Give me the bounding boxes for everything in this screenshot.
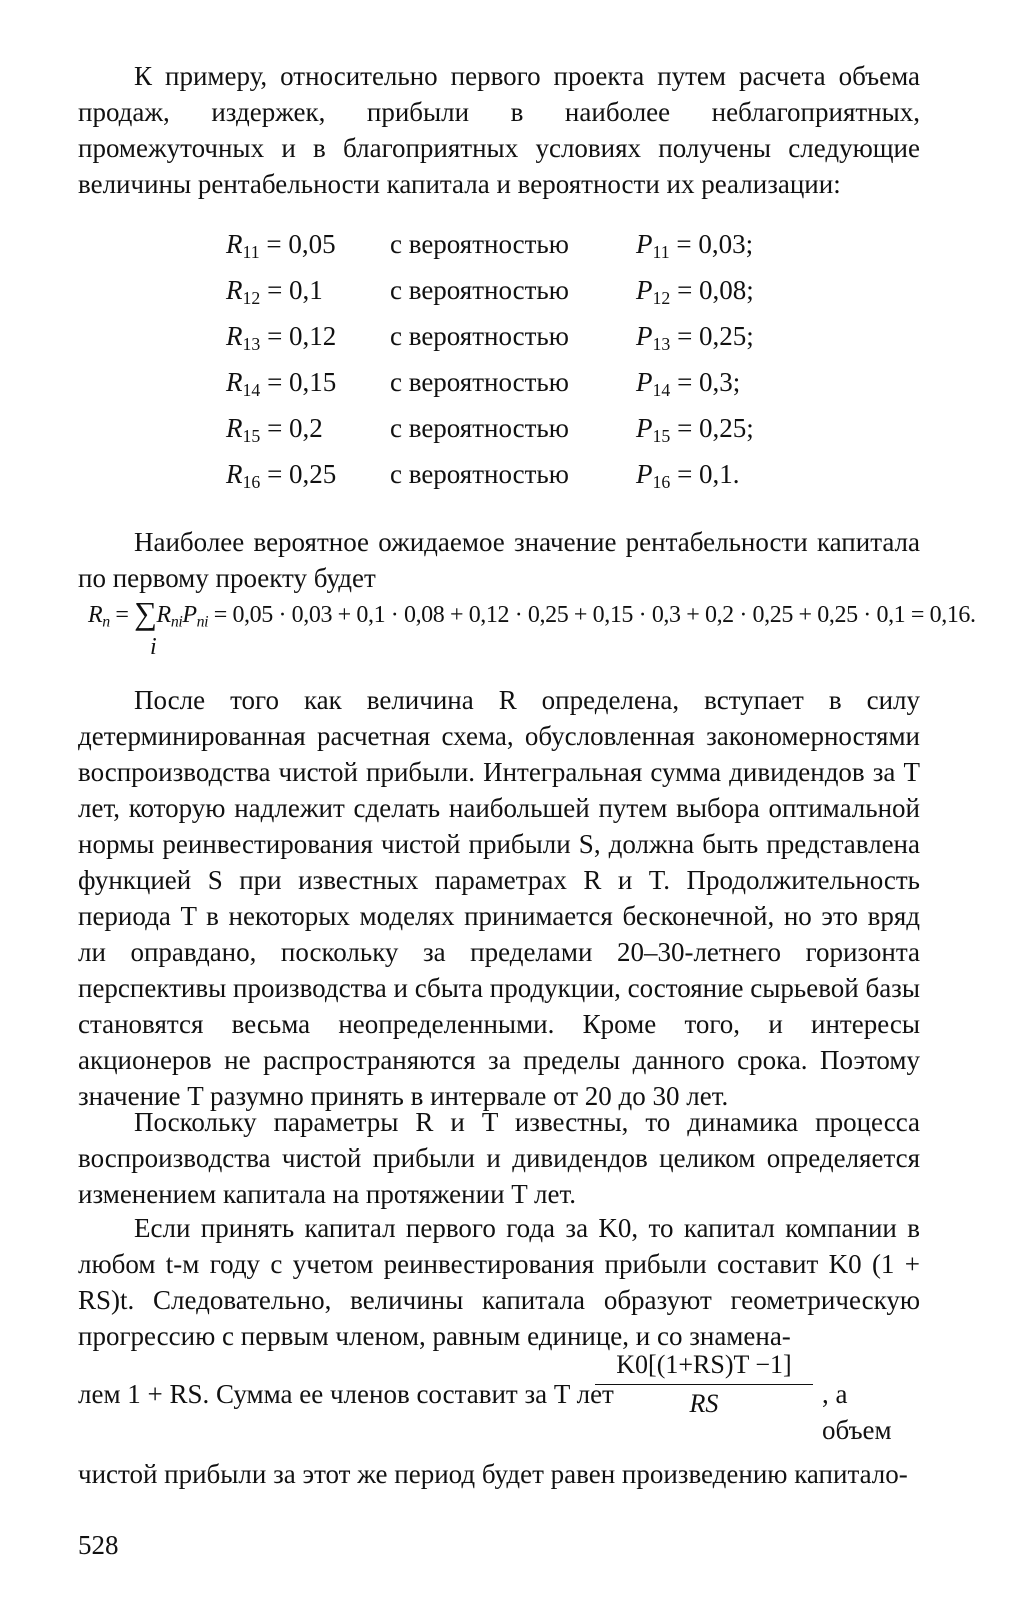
probability-label: с вероятностью bbox=[390, 275, 569, 305]
value-row bbox=[226, 272, 866, 318]
expected-text: Наиболее вероятное ожидаемое значение рентабельности капитала по первому проекту будет bbox=[78, 527, 920, 593]
probability-label: с вероятностью bbox=[390, 229, 569, 259]
r-value: $R_{14} = 0,15$ bbox=[226, 367, 337, 400]
r-value: $R_{13} = 0,12$ bbox=[226, 321, 337, 354]
r-value: $R_{16} = 0,25$ bbox=[226, 459, 337, 492]
p-value: $P_{16} = 0,1$. bbox=[636, 459, 740, 492]
p-value: $P_{11} = 0,03$; bbox=[636, 229, 754, 262]
fraction-line-before: лем 1 + RS. Сумма ее членов составит за T лет bbox=[78, 1379, 614, 1409]
last-line bbox=[78, 1456, 920, 1492]
intro-text: К примеру, относительно первого проекта путем расчета объема продаж, издержек, прибыли в наиболее неблагоприятных, промежуточных и в благоприятных условиях получены следующие величины рентабельности капитала и вероятности их реализации: bbox=[78, 61, 920, 199]
formula-rhs: = 0,05 · 0,03 + 0,1 · 0,08 + 0,12 · 0,25 + 0,15 · 0,3 + 0,2 · 0,25 + 0,25 · 0,1 = 0,16. bbox=[213, 602, 976, 628]
expected-paragraph bbox=[78, 524, 920, 596]
value-row bbox=[226, 410, 866, 456]
p-value: $P_{13} = 0,25$; bbox=[636, 321, 754, 354]
formula-term: R bbox=[156, 602, 171, 628]
formula-term2: P bbox=[182, 602, 197, 628]
expected-value-formula: $R_n = \sum R_{ni}P_{ni} = 0,05 \cdot 0,03 + 0,1 \cdot 0,08 + 0,12 \cdot 0,25 + 0,15 \cdot 0,3 + 0,2 \cdot 0,25 + 0,25 \cdot 0,1 = 0,16$. i bbox=[88, 595, 976, 660]
formula-term-sub: ni bbox=[170, 613, 183, 631]
page-number: 528 bbox=[78, 1530, 119, 1560]
r-value: $R_{15} = 0,2$ bbox=[226, 413, 323, 446]
p-value: $P_{15} = 0,25$; bbox=[636, 413, 754, 446]
fraction-numerator bbox=[593, 1346, 815, 1384]
value-row bbox=[226, 364, 866, 410]
capital-paragraph bbox=[78, 1210, 920, 1354]
sum-index: i bbox=[150, 634, 157, 660]
sum-sign: ∑ bbox=[134, 595, 157, 631]
probability-label: с вероятностью bbox=[390, 367, 569, 397]
values-table bbox=[226, 226, 866, 502]
intro-paragraph bbox=[78, 58, 920, 202]
formula-lhs-sub: n bbox=[102, 613, 110, 631]
formula-lhs: R bbox=[88, 602, 103, 628]
p-value: $P_{12} = 0,08$; bbox=[636, 275, 754, 308]
params-paragraph bbox=[78, 1104, 920, 1212]
fraction-denominator: RS bbox=[689, 1389, 719, 1418]
r-value: $R_{11} = 0,05$ bbox=[226, 229, 336, 262]
sum-fraction bbox=[593, 1346, 815, 1423]
schema-text: После того как величина R определена, вступает в силу детерминированная расчетная схема, обусловленная закономерностями воспроизводства чистой прибыли. Интегральная сумма дивидендов за T лет, которую надлежит сделать наибольшей путем выбора оптимальной нормы реинвестирования чистой прибыли S, должна быть представлена функцией S при известных параметрах R и T. Продолжительность периода T в некоторых моделях принимается бесконечной, но это вряд ли оправдано, поскольку за пределами 20–30-летнего горизонта перспективы производства и сбыта продукции, состояние сырьевой базы становятся весьма неопределенными. Кроме того, и интересы акционеров не распространяются за пределы данного срока. Поэтому значение T разумно принять в интервале от 20 до 30 лет. bbox=[78, 685, 920, 1111]
probability-label: с вероятностью bbox=[390, 413, 569, 443]
capital-text: Если принять капитал первого года за K0, то капитал компании в любом t-м году с учетом реинвестирования прибыли составит K0 (1 + RS)t. Следовательно, величины капитала образуют геометрическую прогрессию с первым членом, равным единице, и со знамена- bbox=[78, 1213, 920, 1351]
schema-paragraph bbox=[78, 682, 920, 1114]
value-row bbox=[226, 318, 866, 364]
value-row bbox=[226, 456, 866, 502]
sum-fraction-line bbox=[78, 1346, 920, 1445]
probability-label: с вероятностью bbox=[390, 459, 569, 489]
formula-term2-sub: ni bbox=[196, 613, 209, 631]
probability-label: с вероятностью bbox=[390, 321, 569, 351]
params-text: Поскольку параметры R и T известны, то динамика процесса воспроизводства чистой прибыли и дивидендов целиком определяется изменением капитала на протяжении T лет. bbox=[78, 1107, 920, 1209]
p-value: $P_{14} = 0,3$; bbox=[636, 367, 741, 400]
fraction-line-after: , а объем bbox=[822, 1379, 892, 1445]
value-row bbox=[226, 226, 866, 272]
r-value: $R_{12} = 0,1$ bbox=[226, 275, 323, 308]
fraction-numerator-text: K0[(1+RS)T −1] bbox=[616, 1350, 792, 1379]
last-line-text: чистой прибыли за этот же период будет равен произведению капитало- bbox=[78, 1459, 908, 1489]
